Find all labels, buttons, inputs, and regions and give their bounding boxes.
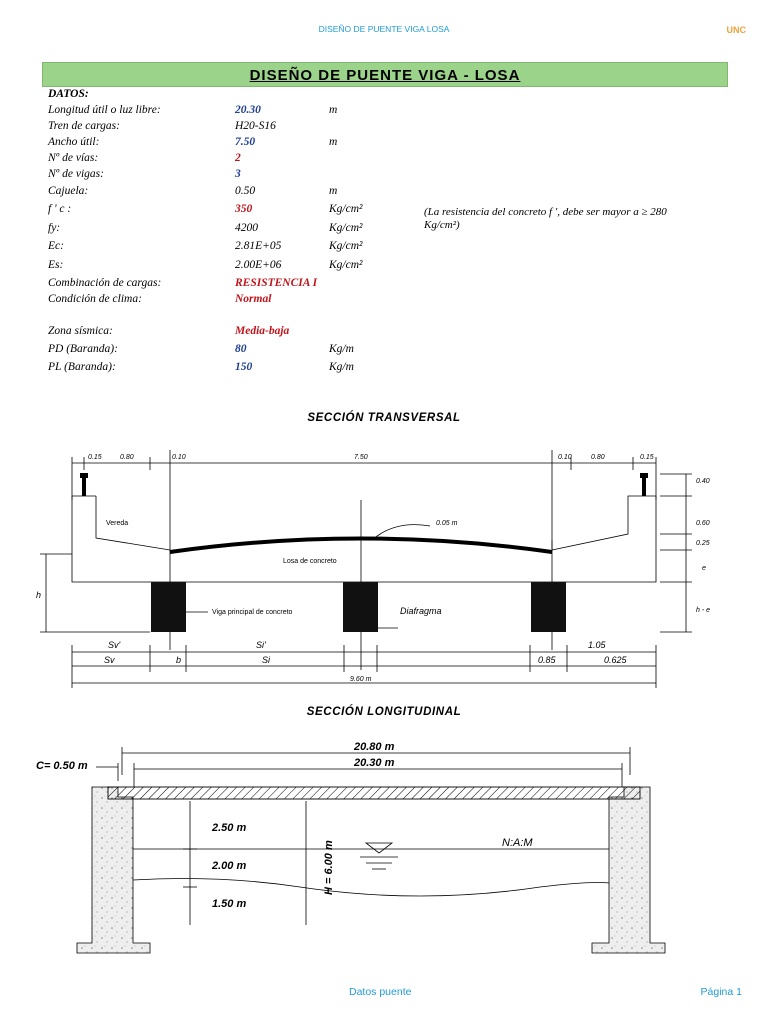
dim-text: 0.15 [88,454,102,461]
dim-text: 0.625 [604,655,627,665]
datos-label: Es: [48,259,64,271]
dim-text: 0.40 [696,478,710,485]
transversal-drawing [0,440,768,690]
datos-unit: Kg/cm² [329,259,363,271]
datos-label: fy: [48,222,61,234]
datos-value: Normal [235,293,272,305]
datos-heading: DATOS: [48,88,89,100]
footer-sheet-name: Datos puente [349,986,412,998]
datos-row [48,136,728,152]
dim-text: 7.50 [354,454,368,461]
datos-unit: Kg/cm² [329,222,363,234]
datos-label: Nº de vigas: [48,168,104,180]
datos-label: f ' c : [48,203,72,215]
datos-value: 2.00E+06 [235,259,282,271]
dim-text: 0.60 [696,520,710,527]
viga-label: Viga principal de concreto [212,609,293,616]
datos-value: 80 [235,343,247,355]
footer-page-number: Página 1 [700,986,742,998]
datos-row [48,185,728,201]
h-label: h [36,590,42,600]
dim-text: Sv [104,655,115,665]
c-label: C= 0.50 m [36,760,88,772]
header-title: DISEÑO DE PUENTE VIGA LOSA [318,24,450,34]
datos-label: Tren de cargas: [48,120,120,132]
datos-value: 2.81E+05 [235,240,282,252]
datos-value: 350 [235,203,253,215]
header-org: UNC [726,25,746,35]
datos-row [48,168,728,184]
datos-value: 2 [235,152,241,164]
dim-text: Sv' [108,640,121,650]
dim-text: 2.00 m [212,860,247,872]
datos-row [48,361,728,377]
transversal-title: SECCIÓN TRANSVERSAL [307,412,461,424]
datos-row [48,277,728,293]
datos-label: Zona sísmica: [48,325,113,337]
nam-label: N:A:M [502,837,533,849]
datos-value: 0.50 [235,185,256,197]
datos-label: Ec: [48,240,64,252]
dim-text: b [176,655,182,665]
title-bar [42,62,728,87]
dim-text: 0.80 [591,454,605,461]
dim-text: Si' [256,640,266,650]
datos-unit: Kg/cm² [329,203,363,215]
dim-text: 0.85 [538,655,556,665]
dim-text: h - e [696,607,711,614]
datos-label: PD (Baranda): [48,343,118,355]
slope-label: 0.05 m [436,520,458,527]
dim-text: 0.15 [640,454,654,461]
dim-text: 2.50 m [212,822,247,834]
datos-value: RESISTENCIA I [235,277,318,289]
h-total-label: H = 6.00 m [323,840,335,895]
datos-label: Ancho útil: [48,136,100,148]
datos-row [48,240,728,256]
datos-label: Nº de vías: [48,152,99,164]
datos-value: 3 [235,168,241,180]
dim-text: 20.30 m [354,757,395,769]
datos-row [48,104,728,120]
datos-value: 20.30 [235,104,261,116]
concrete-note: (La resistencia del concreto f ', debe ser mayor a ≥ 280 Kg/cm²) [424,206,667,231]
dim-text: 1.50 m [212,898,247,910]
dim-text: 1.05 [588,640,606,650]
datos-unit: m [329,136,338,148]
longitudinal-title: SECCIÓN LONGITUDINAL [306,706,462,718]
dim-text: Si [262,655,271,665]
datos-label: Cajuela: [48,185,89,197]
page-title: DISEÑO DE PUENTE VIGA - LOSA [249,67,521,84]
datos-row [48,120,728,136]
datos-row [48,343,728,359]
dim-text: e [702,565,706,572]
datos-label: Longitud útil o luz libre: [48,104,161,116]
datos-unit: Kg/cm² [329,240,363,252]
dim-text: 0.10 [558,454,572,461]
datos-row [48,259,728,275]
dim-text: 0.10 [172,454,186,461]
datos-value: 4200 [235,222,258,234]
dim-text: 9.60 m [350,676,372,683]
datos-value: 7.50 [235,136,256,148]
datos-row [48,152,728,168]
datos-unit: Kg/m [329,361,354,373]
datos-unit: Kg/m [329,343,354,355]
datos-value: 150 [235,361,253,373]
dim-text: 0.80 [120,454,134,461]
datos-unit: m [329,185,338,197]
losa-label: Losa de concreto [283,558,337,565]
dim-text: 0.25 [696,540,710,547]
datos-row [48,293,728,309]
datos-row [48,325,728,341]
datos-label: PL (Baranda): [48,361,116,373]
datos-label: Condición de clima: [48,293,142,305]
vereda-label: Vereda [106,520,129,527]
dim-text: 20.80 m [354,741,395,753]
datos-label: Combinación de cargas: [48,277,162,289]
datos-unit: m [329,104,338,116]
diafragma-label: Diafragma [400,606,442,616]
longitudinal-drawing [0,735,768,960]
datos-value: H20-S16 [235,120,276,132]
datos-value: Media-baja [235,325,290,337]
